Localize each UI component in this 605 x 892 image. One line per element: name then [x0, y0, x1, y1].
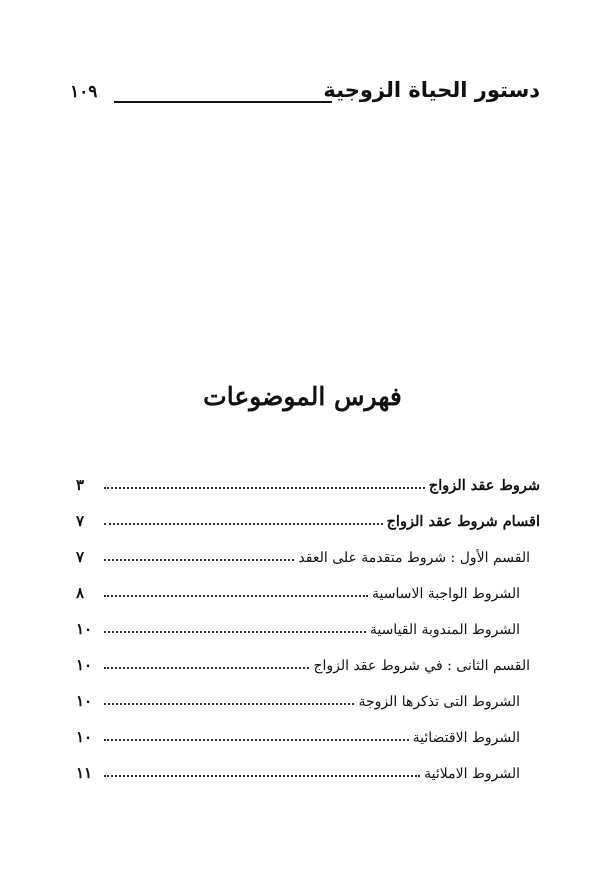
dot-leader [104, 775, 420, 777]
toc-entry-page: ٧ [76, 512, 85, 530]
dot-leader [104, 631, 366, 633]
toc-entry-title: الشروط الاقتضائية [412, 730, 520, 746]
toc-entry [76, 674, 540, 710]
toc-entry-title: الشروط التى تذكرها الزوجة [358, 694, 520, 710]
toc-heading: فهرس الموضوعات [203, 382, 402, 411]
dot-leader [104, 523, 383, 525]
toc-entry-title: شروط عقد الزواج [428, 477, 540, 494]
page-number: ١٠٩ [70, 82, 98, 102]
toc-entry-page: ١٠ [76, 728, 93, 746]
toc-entry [76, 494, 540, 530]
toc-entry-page: ٣ [76, 476, 85, 494]
toc-entry-page: ١٠ [76, 692, 93, 710]
toc-entry-title: القسم الثانى : في شروط عقد الزواج [313, 658, 530, 674]
toc-entry-page: ١١ [76, 764, 93, 782]
toc-entry-page: ٧ [76, 548, 85, 566]
toc-entry [76, 602, 540, 638]
toc-entry [76, 458, 540, 494]
running-header [70, 78, 540, 112]
dot-leader [104, 703, 354, 705]
toc-entry [76, 638, 540, 674]
toc-entry-title: القسم الأول : شروط متقدمة على العقد [298, 550, 530, 566]
toc-entry-page: ٨ [76, 584, 85, 602]
toc-entry [76, 566, 540, 602]
toc-entry-title: اقسام شروط عقد الزواج [386, 513, 540, 530]
toc-entry-page: ١٠ [76, 620, 93, 638]
header-rule [114, 101, 332, 103]
dot-leader [104, 487, 425, 489]
toc-entry [76, 530, 540, 566]
toc-entry-title: الشروط الاملائية [424, 766, 520, 782]
dot-leader [104, 559, 294, 561]
book-title: دستور الحياة الزوجية [323, 78, 540, 102]
toc-entry [76, 710, 540, 746]
toc-entry [76, 746, 540, 782]
dot-leader [104, 667, 309, 669]
dot-leader [104, 595, 368, 597]
table-of-contents [76, 458, 540, 782]
toc-entry-title: الشروط المندوبة القياسية [369, 622, 520, 638]
toc-entry-title: الشروط الواجبة الاساسية [372, 586, 520, 602]
dot-leader [104, 739, 409, 741]
toc-entry-page: ١٠ [76, 656, 93, 674]
